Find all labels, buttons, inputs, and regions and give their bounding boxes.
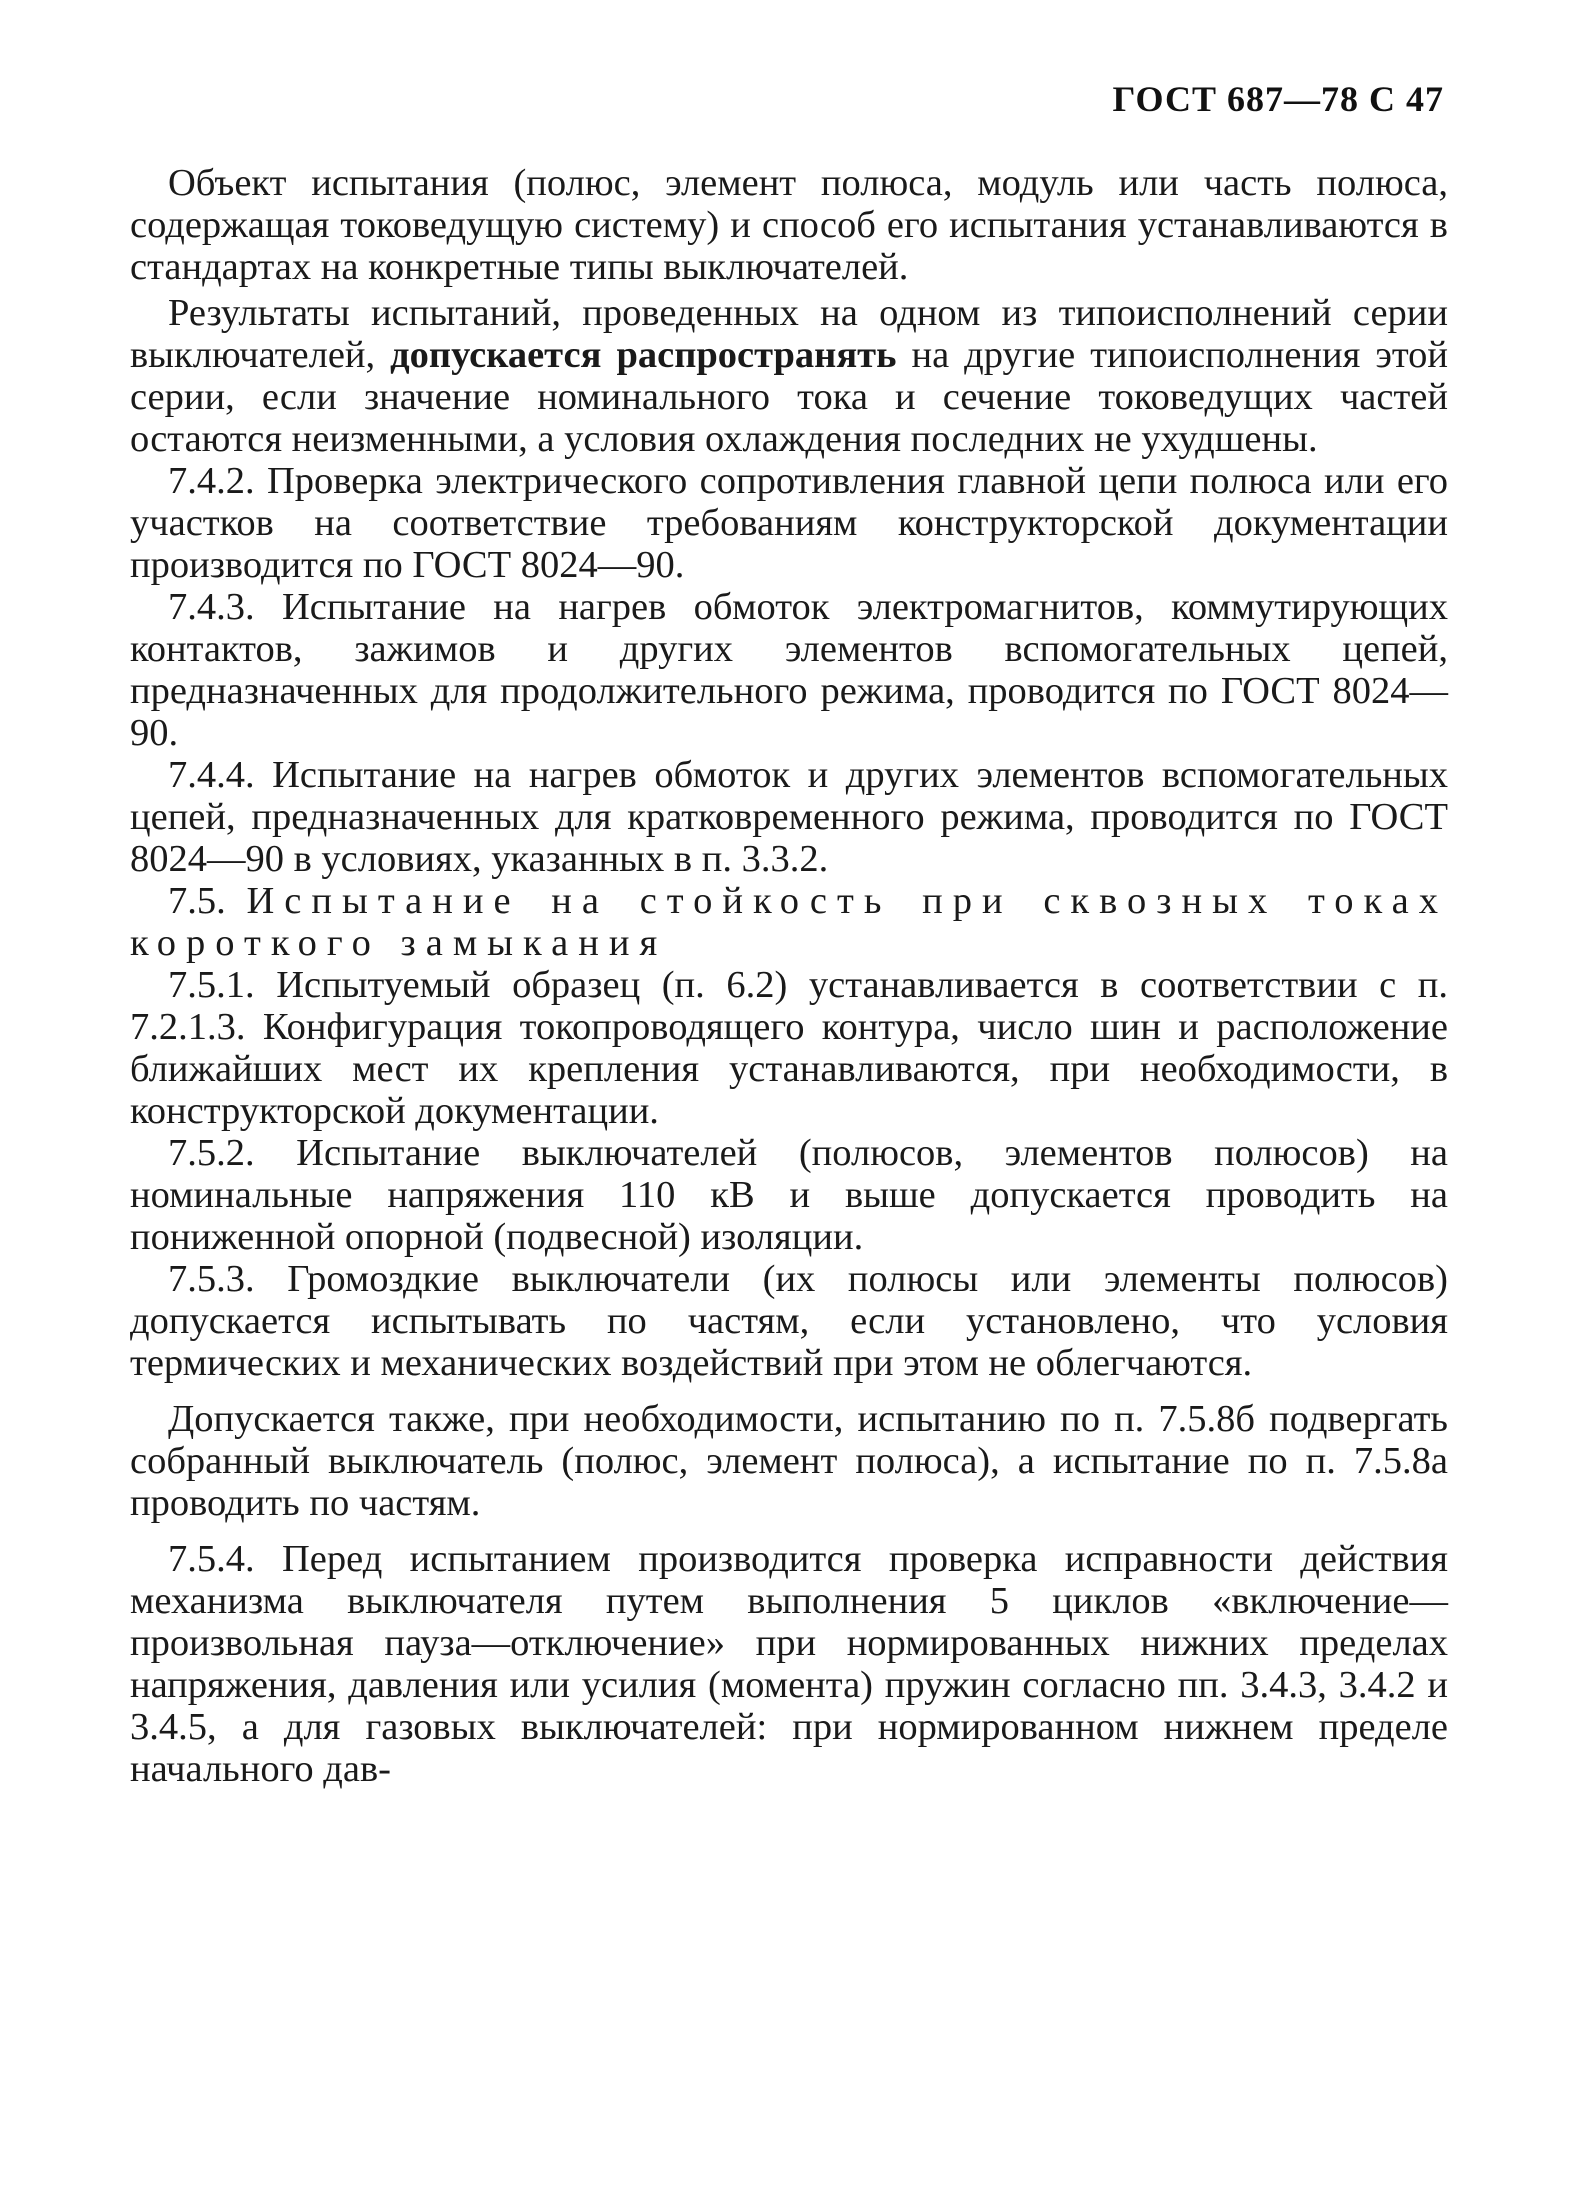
paragraph-7-4-3: 7.4.3. Испытание на нагрев обмоток электромагнитов, коммутирующих контактов, зажимов и других элементов вспомогательных цепей, предназначенных для продолжительного режима, проводится по ГОСТ 8024—90. <box>130 586 1448 754</box>
paragraph-object-of-test: Объект испытания (полюс, элемент полюса, модуль или часть полюса, содержащая токоведущую систему) и способ его испытания устанавливаются в стандартах на конкретные типы выключателей. <box>130 162 1448 288</box>
section-number: 7.5. <box>168 880 226 922</box>
paragraph-test-results-part1: Результаты испытаний, проведенных на одном из типоисполнений серии выключателей, <box>130 292 1448 376</box>
paragraph-7-5-1: 7.5.1. Испытуемый образец (п. 6.2) устанавливается в соответствии с п. 7.2.1.3. Конфигурация токопроводящего контура, число шин и расположение ближайших мест их крепления устанавливаются, при необходимости, в конструкторской документации. <box>130 964 1448 1132</box>
paragraph-test-results-emphasis: допускается распространять <box>390 334 897 376</box>
paragraph-7-4-4: 7.4.4. Испытание на нагрев обмоток и других элементов вспомогательных цепей, предназначенных для кратковременного режима, проводится по ГОСТ 8024—90 в условиях, указанных в п. 3.3.2. <box>130 754 1448 880</box>
paragraph-7-5-2: 7.5.2. Испытание выключателей (полюсов, элементов полюсов) на номинальные напряжения 110 кВ и выше допускается проводить на пониженной опорной (подвесной) изоляции. <box>130 1132 1448 1258</box>
paragraph-also-allowed: Допускается также, при необходимости, испытанию по п. 7.5.8б подвергать собранный выключатель (полюс, элемент полюса), а испытание по п. 7.5.8а проводить по частям. <box>130 1398 1448 1524</box>
paragraph-7-5-4: 7.5.4. Перед испытанием производится проверка исправности действия механизма выключателя путем выполнения 5 циклов «включение—произвольная пауза—отключение» при нормированных нижних пределах напряжения, давления или усилия (момента) пружин согласно пп. 3.4.3, 3.4.2 и 3.4.5, а для газовых выключателей: при нормированном нижнем пределе начального дав- <box>130 1538 1448 1790</box>
section-title: Испытание на стойкость при сквозных токах короткого замыкания <box>130 880 1449 964</box>
running-header: ГОСТ 687—78 С 47 <box>1112 79 1444 119</box>
paragraph-test-results <box>130 292 1448 460</box>
section-heading-7-5 <box>130 880 1448 964</box>
document-body <box>130 162 1448 1790</box>
paragraph-7-5-3: 7.5.3. Громоздкие выключатели (их полюсы или элементы полюсов) допускается испытывать по частям, если установлено, что условия термических и механических воздействий при этом не облегчаются. <box>130 1258 1448 1384</box>
paragraph-7-4-2: 7.4.2. Проверка электрического сопротивления главной цепи полюса или его участков на соответствие требованиям конструкторской документации производится по ГОСТ 8024—90. <box>130 460 1448 586</box>
paragraph-test-results-part2: на другие типоисполнения этой серии, если значение номинального тока и сечение токоведущих частей остаются неизменными, а условия охлаждения последних не ухудшены. <box>130 334 1449 460</box>
